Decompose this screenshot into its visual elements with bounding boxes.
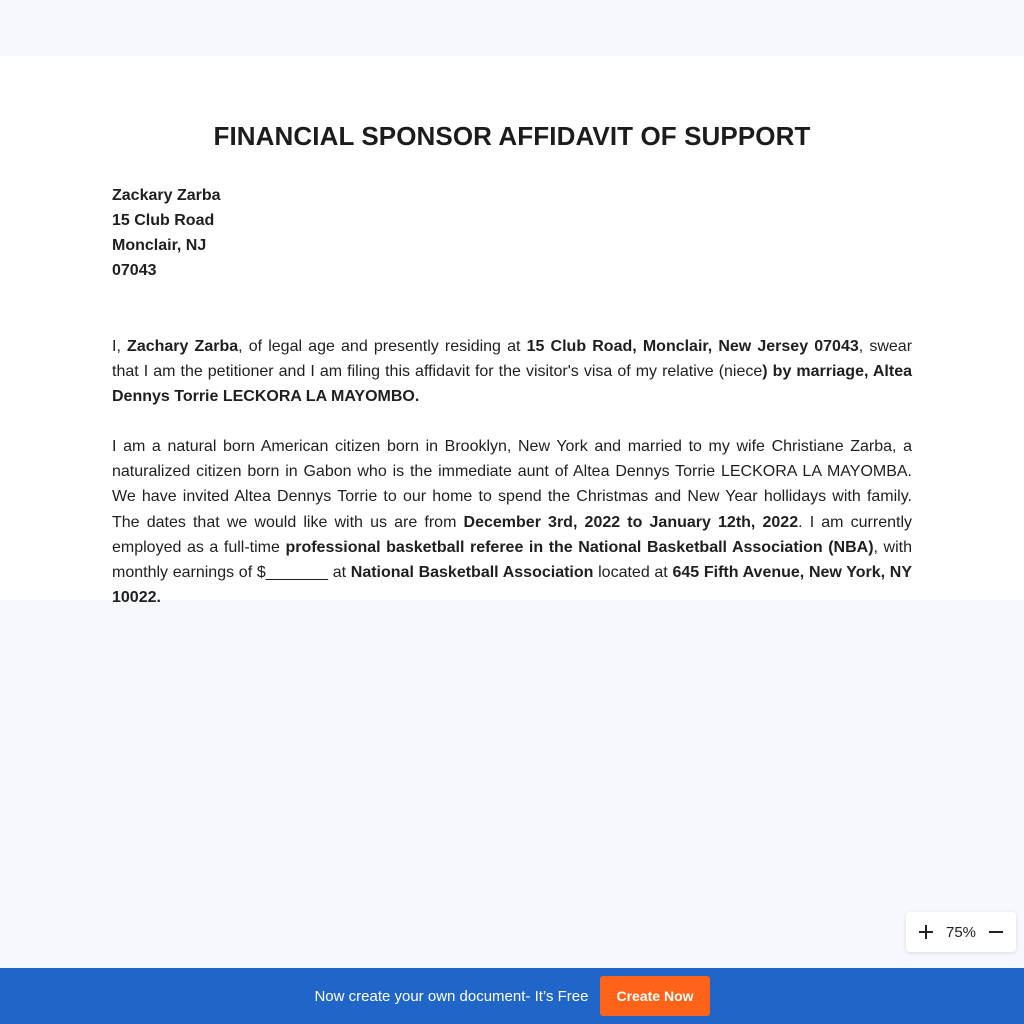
sender-zip: 07043 bbox=[112, 262, 157, 279]
top-toolbar-area bbox=[0, 0, 1024, 56]
sender-name: Zackary Zarba bbox=[112, 187, 221, 204]
document-title: FINANCIAL SPONSOR AFFIDAVIT OF SUPPORT bbox=[213, 121, 811, 151]
create-now-button[interactable]: Create Now bbox=[600, 976, 709, 1016]
minus-icon bbox=[988, 924, 1004, 940]
affidavit-paragraph-1: I, Zachary Zarba, of legal age and presently residing at 15 Club Road, Monclair, New Jersey 07043, swear that I am the petitioner and I am filing this affidavit for the visitor's visa of my relative (niece) by marriage, Altea Dennys Torrie LECKORA LA MAYOMBO. bbox=[112, 338, 913, 406]
sender-address-block bbox=[112, 183, 221, 283]
promo-footer-bar bbox=[0, 968, 1024, 1024]
sender-city: Monclair, NJ bbox=[112, 237, 207, 254]
zoom-level: 75% bbox=[945, 923, 977, 941]
zoom-out-button[interactable] bbox=[984, 920, 1008, 944]
affidavit-paragraph-2: I am a natural born American citizen born in Brooklyn, New York and married to my wife Christiane Zarba, a naturalized citizen born in Gabon who is the immediate aunt of Altea Dennys Torrie LECKORA LA MAYOMBA. We have invited Altea Dennys Torrie to our home to spend the Christmas and New Year hollidays with family. The dates that we would like with us are from December 3rd, 2022 to January 12th, 2022. I am currently employed as a full-time professional basketball referee in the National Basketball Association (NBA), with monthly earnings of $_______ at National Basketball Association located at 645 Fifth Avenue, New York, NY 10022. bbox=[112, 438, 913, 607]
promo-text: Now create your own document- It’s Free bbox=[314, 987, 589, 1005]
sender-street: 15 Club Road bbox=[112, 212, 215, 229]
zoom-control bbox=[906, 912, 1016, 952]
plus-icon bbox=[918, 924, 934, 940]
zoom-in-button[interactable] bbox=[914, 920, 938, 944]
